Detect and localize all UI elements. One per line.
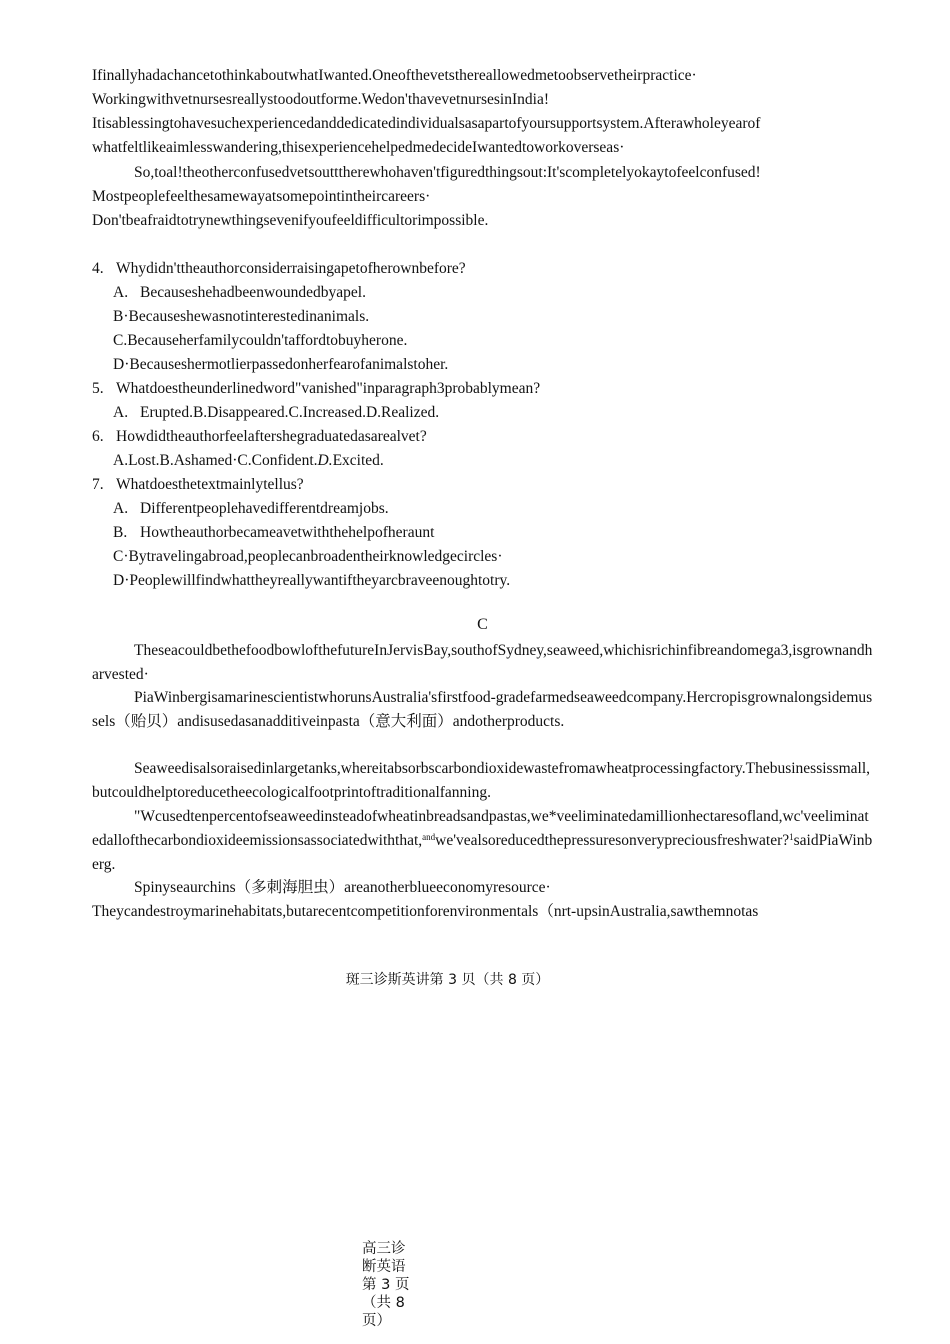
- question-stem: Howdidtheauthorfeelaftershegraduatedasarealvet?: [116, 428, 427, 445]
- option-label-italic: D.: [317, 452, 333, 469]
- q4-option-b: B·Becauseshewasnotinterestedinanimals.: [113, 308, 370, 325]
- option-label: A.: [113, 500, 129, 517]
- question-5: [92, 377, 540, 401]
- section-c-paragraph-1: TheseacouldbethefoodbowlofthefutureInJervisBay,southofSydney,seaweed,whichisrichinfibreandomega3,isgrownandharvested·: [92, 642, 873, 683]
- q7-option-c: C·Bytravelingabroad,peoplecanbroadentheirknowledgecircles·: [113, 548, 503, 565]
- option-text: Differentpeoplehavedifferentdreamjobs.: [140, 500, 389, 517]
- question-4: [92, 257, 466, 281]
- passage-b-p1-line: IfinallyhadachancetothinkaboutwhatIwanted.Oneofthevetsthereallowedmetoobservetheirpractice·: [92, 67, 697, 84]
- paragraph-text: "Wcusedtenpercentofseaweedinsteadofwheatinbreadsandpastas,we*veeliminatedamillionhectaresofland,wc'veeliminatedallofthecarbondioxideemissionsassociatedwiththat,: [92, 808, 869, 849]
- question-stem: Whatdoestheunderlinedword"vanished"inparagraph3probablymean?: [116, 380, 541, 397]
- q4-option-d: D·Becauseshermotlierpassedonherfearofanimalstoher.: [113, 356, 449, 373]
- option-text: Excited.: [332, 452, 384, 469]
- passage-b-p2-line: Mostpeoplefeelthesamewayatsomepointintheircareers·: [92, 188, 431, 205]
- question-number: 7.: [92, 476, 104, 493]
- section-heading: C: [477, 616, 488, 633]
- q7-option-d: D·Peoplewillfindwhattheyreallywantiftheyarcbraveenoughtotry.: [113, 572, 511, 589]
- passage-b-p1-line: Itisablessingtohavesuchexperiencedanddedicatedindividualsasapartofyoursupportsystem.Afterawholeyearof: [92, 115, 761, 132]
- section-c-paragraph-3: Seaweedisalsoraisedinlargetanks,whereitabsorbscarbondioxidewastefromawheatprocessingfactory.Thebusinessissmall,butcouldhelptoreducetheecologicalfootprintoftraditionalfanning.: [92, 760, 871, 801]
- q4-option-c: C.Becauseherfamilycouldn'taffordtobuyherone.: [113, 332, 408, 349]
- section-c-paragraph-4: [92, 805, 874, 877]
- option-text: A.Lost.B.Ashamed·C.Confident.: [113, 452, 318, 469]
- q6-options: [113, 449, 384, 473]
- option-label: A.: [113, 284, 129, 301]
- question-6: [92, 425, 427, 449]
- question-stem: Whydidn'ttheauthorconsiderraisingapetofherownbefore?: [116, 260, 466, 277]
- option-text: Howtheauthorbecameavetwiththehelpofheraunt: [140, 524, 435, 541]
- paragraph-text: we'vealsoreducedthepressuresonverypreciousfreshwater?: [435, 832, 790, 849]
- q4-option-a: [113, 281, 366, 305]
- question-7: [92, 473, 304, 497]
- section-c-paragraph-2: PiaWinbergisamarinescientistwhorunsAustralia'sfirstfood-gradefarmedseaweedcompany.Hercropisgrownalongsidemussels（贻贝）andisusedasanadditiveinpasta（意大利面）andotherproducts.: [92, 689, 873, 730]
- option-text: Erupted.B.Disappeared.C.Increased.D.Realized.: [140, 404, 440, 421]
- superscript: and: [422, 832, 436, 842]
- passage-b-p1-line: whatfeltlikeaimlesswandering,thisexperiencehelpedmedecideIwantedtoworkoverseas·: [92, 139, 625, 156]
- q7-option-a: [113, 497, 389, 521]
- question-number: 5.: [92, 380, 104, 397]
- page-footer-vertical: 高三诊断英语第 3 页（共 8 页）: [362, 1241, 410, 1329]
- passage-b-p2-line: Don'tbeafraidtotrynewthingsevenifyoufeeldifficultorimpossible.: [92, 212, 489, 229]
- q7-option-b: [113, 521, 434, 545]
- option-label: A.: [113, 404, 129, 421]
- question-number: 4.: [92, 260, 104, 277]
- paragraph-text: saidPiaWinberg.: [92, 832, 873, 873]
- question-number: 6.: [92, 428, 104, 445]
- option-text: Becauseshehadbeenwoundedbyapel.: [140, 284, 366, 301]
- page-footer: 斑三诊斯英讲第 3 贝（共 8 页）: [345, 972, 550, 988]
- section-c-paragraph-5-line: Spinyseaurchins（多刺海胆虫）areanotherblueeconomyresource·: [134, 879, 551, 896]
- q5-options: [113, 401, 439, 425]
- superscript: 1: [789, 832, 794, 842]
- question-stem: Whatdoesthetextmainlytellus?: [116, 476, 304, 493]
- passage-b-p2-line: So,toal!theotherconfusedvetsoutttherewhohaven'tfiguredthingsout:It'scompletelyokaytofeelconfused!: [134, 164, 761, 181]
- passage-b-p1-line: Workingwithvetnursesreallystoodoutforme.Wedon'thavevetnursesinIndia!: [92, 91, 550, 108]
- section-c-paragraph-5-line: Theycandestroymarinehabitats,butarecentcompetitionforenvironmentals（nrt-upsinAustralia,sawthemnotas: [92, 903, 759, 920]
- option-label: B.: [113, 524, 128, 541]
